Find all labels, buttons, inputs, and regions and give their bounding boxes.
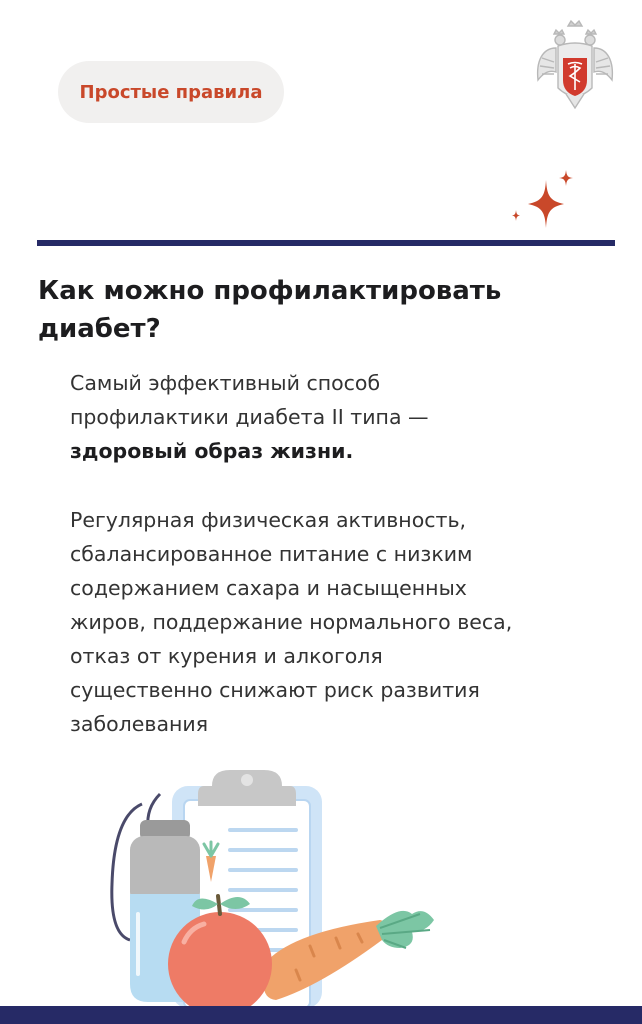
- healthy-lifestyle-illustration: [100, 764, 460, 1008]
- details-line: сбалансированное питание с низким: [70, 542, 473, 566]
- page-title-line-1: Как можно профилактировать: [38, 276, 502, 306]
- details-line: содержанием сахара и насыщенных: [70, 576, 467, 600]
- category-badge-label: Простые правила: [79, 81, 263, 103]
- details-paragraph: [70, 503, 610, 741]
- details-line: Регулярная физическая активность,: [70, 508, 467, 532]
- intro-line-1: Самый эффективный способ: [70, 371, 381, 395]
- sparkles-icon: [506, 166, 580, 236]
- details-line: заболевания: [70, 712, 209, 736]
- page-title-line-2: диабет?: [38, 314, 161, 344]
- header-divider: [37, 240, 615, 246]
- details-line: существенно снижают риск развития: [70, 678, 480, 702]
- footer-bar: [0, 1006, 642, 1024]
- category-badge: [58, 61, 284, 123]
- details-line: отказ от курения и алкоголя: [70, 644, 383, 668]
- coat-of-arms-icon: [532, 18, 618, 110]
- intro-line-2: профилактики диабета II типа —: [70, 405, 429, 429]
- intro-emphasis: здоровый образ жизни.: [70, 439, 354, 463]
- page-title: [38, 272, 598, 348]
- intro-paragraph: [70, 366, 610, 468]
- details-line: жиров, поддержание нормального веса,: [70, 610, 513, 634]
